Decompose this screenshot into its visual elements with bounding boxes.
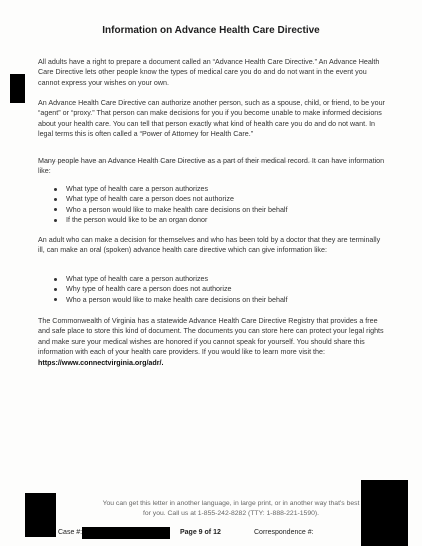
redaction-case-number	[82, 527, 170, 539]
redaction-footer-left	[25, 493, 56, 537]
list-item: Who a person would like to make health care decisions on their behalf	[52, 205, 288, 215]
info-list-1	[52, 184, 288, 226]
list-item: What type of health care a person authorizes	[52, 274, 288, 284]
redaction-left-margin	[10, 74, 25, 103]
correspondence-number-label: Correspondence #:	[254, 529, 314, 536]
paragraph-medical-record: Many people have an Advance Health Care Directive as a part of their medical record. It can have information like:	[38, 157, 385, 176]
list-item: Who a person would like to make health care decisions on their behalf	[52, 295, 288, 305]
case-number-label: Case #:	[58, 529, 83, 536]
paragraph-intro: All adults have a right to prepare a document called an “Advance Health Care Directive.” An Advance Health Care Directive lets other people know the types of medical care you do and do not want in the event you cannot express your wishes on your own.	[38, 58, 380, 87]
footer-notice: You can get this letter in another language, in large print, or in another way that's best for you. Call us at 1-855-242-8282 (TTY: 1-888-221-1590).	[102, 500, 360, 517]
info-list-2	[52, 274, 288, 305]
paragraph-agent: An Advance Health Care Directive can authorize another person, such as a spouse, child, or friend, to be your “agent” or “proxy.” That person can make decisions for you if you become unable to make informed decisions about your health care. You can tell that person exactly what kind of health care you do and do not want. In legal terms this is often called a “Power of Attorney for Health Care.”	[38, 99, 385, 139]
list-item: What type of health care a person does not authorize	[52, 194, 288, 204]
registry-text: The Commonwealth of Virginia has a statewide Advance Health Care Directive Registry that provides a free and safe place to store this kind of document. The documents you can store here can protect your legal rights and make sure your medical wishes are honored if you cannot speak for yourself. You should share this information with each of your health care providers. If you would like to learn more visit the:	[38, 317, 384, 357]
list-item: What type of health care a person authorizes	[52, 184, 288, 194]
list-item: If the person would like to be an organ donor	[52, 215, 288, 225]
paragraph-registry	[38, 316, 386, 368]
page-number: Page 9 of 12	[180, 529, 221, 536]
page-title: Information on Advance Health Care Directive	[102, 25, 320, 36]
redaction-footer-right	[361, 480, 408, 546]
registry-link[interactable]: https://www.connectvirginia.org/adr/.	[38, 358, 164, 367]
paragraph-oral-directive: An adult who can make a decision for themselves and who has been told by a doctor that they are terminally ill, can make an oral (spoken) advance health care directive which can give information like:	[38, 236, 381, 255]
list-item: Why type of health care a person does not authorize	[52, 284, 288, 294]
